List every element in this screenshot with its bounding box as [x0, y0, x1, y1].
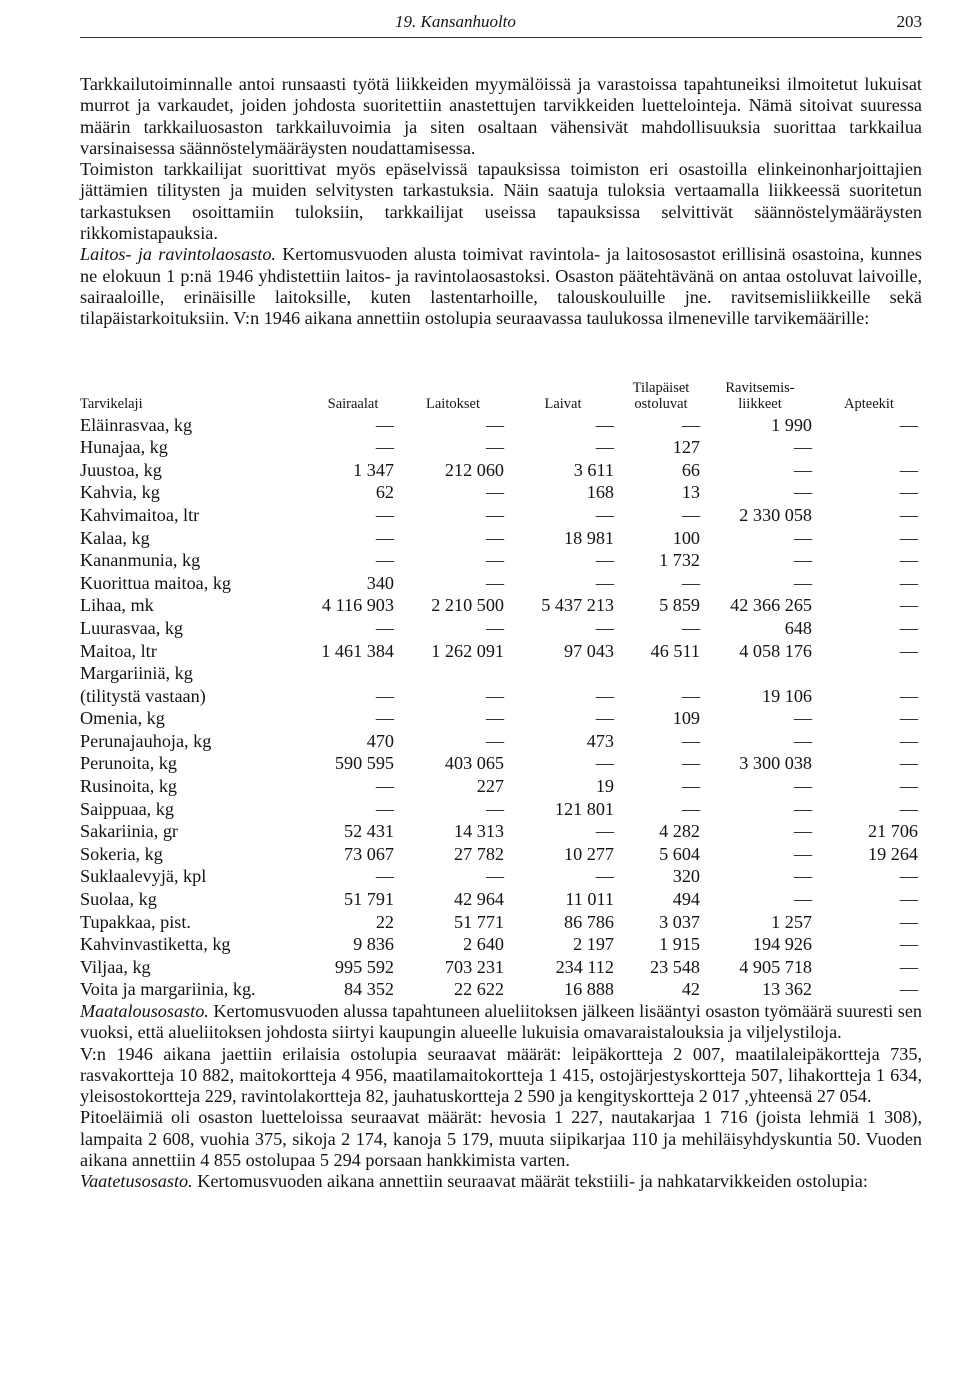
table-header-row [80, 380, 922, 414]
row-label: Kananmunia, kg [80, 550, 201, 571]
table-cell: — [899, 640, 918, 661]
table-cell: 2 197 [573, 934, 614, 955]
column-header: Sairaalat [327, 395, 379, 412]
table-row [80, 572, 922, 595]
table-cell: — [485, 798, 504, 819]
table-cell: — [485, 482, 504, 503]
table-cell: — [595, 708, 614, 729]
row-label: Juustoa, kg [80, 459, 162, 480]
row-label: Perunajauhoja, kg [80, 730, 212, 751]
table-cell: 4 282 [659, 821, 700, 842]
table-cell: 21 706 [867, 821, 918, 842]
table-cell: — [793, 889, 812, 910]
table-cell: 22 622 [453, 979, 504, 1000]
table-cell: — [681, 798, 700, 819]
table-cell: 27 782 [453, 843, 504, 864]
row-label: Kahvimaitoa, ltr [80, 504, 200, 525]
table-cell: 121 801 [554, 798, 614, 819]
table-cell: 66 [681, 459, 700, 480]
table-cell: 473 [586, 730, 614, 751]
table-cell: 13 [681, 482, 700, 503]
table-cell: — [375, 504, 394, 525]
table-cell: — [681, 414, 700, 435]
table-cell: 51 791 [343, 889, 394, 910]
table-cell: — [595, 504, 614, 525]
table-cell: — [899, 708, 918, 729]
table-cell: — [899, 617, 918, 638]
row-label: Kalaa, kg [80, 527, 150, 548]
table-cell: — [793, 798, 812, 819]
table-cell: — [793, 527, 812, 548]
table-cell: — [793, 730, 812, 751]
table-row [80, 933, 922, 956]
table-cell: — [681, 685, 700, 706]
table-cell: — [595, 572, 614, 593]
table-cell: — [595, 753, 614, 774]
table-cell: 234 112 [555, 956, 614, 977]
table-cell: 3 300 038 [739, 753, 812, 774]
paragraph-vaatetus [80, 1171, 922, 1192]
table-cell: 4 116 903 [321, 595, 394, 616]
table-cell: — [899, 776, 918, 797]
table-cell: 10 277 [563, 843, 614, 864]
table-row [80, 662, 922, 685]
table-cell: — [485, 708, 504, 729]
table-cell: 73 067 [343, 843, 394, 864]
table-row [80, 707, 922, 730]
table-cell: 14 313 [453, 821, 504, 842]
table-cell: 97 043 [563, 640, 614, 661]
table-cell: 2 210 500 [431, 595, 504, 616]
row-label: Eläinrasvaa, kg [80, 414, 193, 435]
table-cell: 18 981 [563, 527, 614, 548]
table-cell: 995 592 [334, 956, 394, 977]
table-cell: — [793, 776, 812, 797]
table-cell: 1 262 091 [431, 640, 504, 661]
table-cell: — [899, 798, 918, 819]
table-cell: — [595, 821, 614, 842]
table-cell: 51 771 [453, 911, 504, 932]
table-cell: 212 060 [444, 459, 504, 480]
table-cell: 23 548 [649, 956, 700, 977]
table-cell: 46 511 [650, 640, 700, 661]
table-cell: — [793, 437, 812, 458]
table-cell: — [899, 414, 918, 435]
table-cell: 5 604 [659, 843, 700, 864]
table-cell: — [793, 708, 812, 729]
row-label: Sokeria, kg [80, 843, 163, 864]
table-cell: — [899, 459, 918, 480]
row-label: Rusinoita, kg [80, 776, 178, 797]
table-cell: — [485, 730, 504, 751]
row-label: Suklaalevyjä, kpl [80, 866, 207, 887]
row-label: Sakariinia, gr [80, 821, 178, 842]
table-cell: — [595, 437, 614, 458]
paragraph-laitos [80, 244, 922, 329]
table-row [80, 481, 922, 504]
column-header: Apteekit [844, 395, 894, 412]
table-cell: — [375, 685, 394, 706]
paragraph-maatalous [80, 1001, 922, 1044]
table-cell: 22 [375, 911, 394, 932]
table-cell: — [595, 550, 614, 571]
table-cell: 227 [476, 776, 504, 797]
table-cell: — [595, 685, 614, 706]
row-label: Maitoa, ltr [80, 640, 157, 661]
paragraph-ostoluvat: V:n 1946 aikana jaettiin erilaisia ostolupia seuraavat määrät: leipäkortteja 2 007, maatilaleipäkortteja 735, rasvakortteja 10 882, maitokortteja 4 956, maatilamaitokortteja 1 415, ostojärjestyskortteja 507, lihakortteja 1 634, yleisostokortteja 229, ravintolakortteja 82, jauhatuskortteja 2 590 ja kengityskortteja 2 017 ,yhteensä 27 054. [80, 1043, 922, 1107]
table-cell: — [899, 934, 918, 955]
table-cell: — [375, 414, 394, 435]
table-cell: — [793, 866, 812, 887]
table-row [80, 752, 922, 775]
table-cell: — [793, 459, 812, 480]
table-cell: 494 [672, 889, 700, 910]
column-header: Ravitsemis-liikkeet [725, 379, 795, 412]
table-row [80, 978, 922, 1001]
table-row [80, 888, 922, 911]
row-label: Luurasvaa, kg [80, 617, 184, 638]
table-cell: 127 [672, 437, 700, 458]
table-cell: 470 [366, 730, 394, 751]
row-label: Omenia, kg [80, 708, 165, 729]
table-cell: 1 347 [353, 459, 394, 480]
section-title: 19. Kansanhuolto [395, 12, 516, 31]
paragraph-toimisto: Toimiston tarkkailijat suorittivat myös epäselvissä tapauksissa toimiston eri osastoilla elinkeinonharjoittajien jättämien tilitysten ja muiden selvitysten tarkastuksia. Näin saatuja tuloksia vertaamalla liikkeessä suoritetun tarkastuksen osoittamiin tuloksiin, tarkkailijat useissa tapauksissa selvittivät säännöstelymääräysten rikkomistapauksia. [80, 159, 922, 244]
table-cell: 52 431 [343, 821, 394, 842]
table-cell: — [681, 617, 700, 638]
table-row [80, 640, 922, 663]
table-cell: 42 366 265 [730, 595, 812, 616]
table-cell: 168 [586, 482, 614, 503]
table-cell: — [485, 572, 504, 593]
document-page [80, 10, 922, 1193]
table-cell: 194 926 [752, 934, 812, 955]
table-cell: — [375, 708, 394, 729]
table-cell: — [485, 414, 504, 435]
table-cell: — [595, 414, 614, 435]
row-label: Saippuaa, kg [80, 798, 174, 819]
table-cell: 42 964 [453, 889, 504, 910]
paragraph-tarkkailu: Tarkkailutoiminnalle antoi runsaasti työtä liikkeiden myymälöissä ja varastoissa tapahtuneiksi ilmoitetut lukuisat murrot ja varkaudet, joiden johdosta suoritettiin anastettujen tarvikkeiden luettelointeja. Nämä sitoivat suuressa määrin tarkkailuosaston tarkkailuvoimia ja siten osaltaan vähensivät mahdollisuuksia suorittaa tarkkailua varsinaisessa säännöstelymääräysten noudattamisessa. [80, 74, 922, 158]
table-cell [398, 662, 508, 685]
table-cell: — [375, 437, 394, 458]
table-cell: 403 065 [444, 753, 504, 774]
table-row [80, 730, 922, 753]
table-cell: — [375, 617, 394, 638]
table-cell: — [899, 504, 918, 525]
table-cell: — [899, 911, 918, 932]
table-cell: 16 888 [563, 979, 614, 1000]
table-cell: 62 [375, 482, 394, 503]
table-cell: 1 990 [771, 414, 812, 435]
table-cell: 1 732 [659, 550, 700, 571]
table-cell: — [899, 685, 918, 706]
table-cell: — [595, 617, 614, 638]
table-cell: — [899, 482, 918, 503]
table-cell: 84 352 [343, 979, 394, 1000]
table-row [80, 549, 922, 572]
table-row [80, 775, 922, 798]
table-cell: — [485, 866, 504, 887]
header-rule [80, 37, 922, 38]
table-cell: 19 264 [867, 843, 918, 864]
table-cell: 1 257 [771, 911, 812, 932]
table-row [80, 594, 922, 617]
table-cell: — [793, 843, 812, 864]
row-label: Kuorittua maitoa, kg [80, 572, 232, 593]
table-cell: — [375, 866, 394, 887]
table-row [80, 911, 922, 934]
table-cell: 11 011 [565, 889, 614, 910]
table-cell: 9 836 [353, 934, 394, 955]
table-cell: — [793, 482, 812, 503]
table-cell: — [485, 550, 504, 571]
column-header: Laivat [544, 395, 582, 412]
table-cell: 13 362 [761, 979, 812, 1000]
table-cell: — [485, 504, 504, 525]
table-cell: — [375, 527, 394, 548]
table-cell [816, 662, 922, 685]
table-cell: — [681, 730, 700, 751]
table-cell [618, 662, 704, 685]
table-cell: — [899, 889, 918, 910]
table-cell: 320 [672, 866, 700, 887]
table-cell: — [485, 437, 504, 458]
table-row [80, 798, 922, 821]
column-header: Laitokset [426, 395, 480, 412]
table-cell: — [375, 776, 394, 797]
row-label: Voita ja margariinia, kg. [80, 979, 256, 1000]
supplies-table [80, 380, 922, 1001]
row-label: Perunoita, kg [80, 753, 177, 774]
row-label: Tupakkaa, pist. [80, 911, 191, 932]
table-cell: — [899, 550, 918, 571]
row-label: Suolaa, kg [80, 889, 157, 910]
table-cell: 4 905 718 [739, 956, 812, 977]
table-cell: 1 461 384 [321, 640, 394, 661]
table-cell: — [793, 572, 812, 593]
table-cell: 1 915 [659, 934, 700, 955]
table-cell: — [793, 821, 812, 842]
table-cell: 100 [672, 527, 700, 548]
table-row [80, 414, 922, 437]
table-cell: 42 [681, 979, 700, 1000]
table-cell: 3 037 [659, 911, 700, 932]
table-cell: 19 106 [761, 685, 812, 706]
table-cell [816, 436, 922, 459]
table-cell: — [681, 753, 700, 774]
table-cell: 86 786 [563, 911, 614, 932]
paragraph-pitoelaimet: Pitoeläimiä oli osaston luetteloissa seuraavat määrät: hevosia 1 227, nautakarjaa 1 716 (joista lehmiä 1 308), lampaita 2 608, vuohia 375, sikoja 2 174, kanoja 5 179, muuta siipikarjaa 110 ja mehiläisyhdyskuntia 50. Vuoden aikana annettiin 4 855 ostolupaa 5 294 porsaan hankkimista varten. [80, 1107, 922, 1171]
page-number: 203 [896, 12, 922, 31]
table-cell: — [899, 527, 918, 548]
table-cell: 3 611 [573, 459, 614, 480]
table-cell: — [899, 572, 918, 593]
table-cell: 648 [784, 617, 812, 638]
table-cell: — [899, 866, 918, 887]
table-cell: — [681, 572, 700, 593]
table-cell: 340 [366, 572, 394, 593]
table-cell: 590 595 [334, 753, 394, 774]
paragraph-heading: Vaatetusosasto. [80, 1171, 193, 1192]
table-cell [308, 662, 398, 685]
table-row [80, 504, 922, 527]
table-cell: 19 [595, 776, 614, 797]
column-header: Tilapäiset ostoluvat [632, 379, 690, 412]
table-row [80, 865, 922, 888]
table-cell [508, 662, 618, 685]
table-cell: — [485, 617, 504, 638]
paragraph-text: Kertomusvuoden alusta toimivat ravintola- ja laitososastot erillisinä osastoina, kunnes ne elokuun 1 p:nä 1946 yhdistettiin laitos- ja ravintolaosastoksi. Osaston päätehtävänä on antaa ostoluvat laivoille, sairaaloille, erinäisille laitoksille, kuten lastentarhoille, talouskouluille jne. ravitsemisliikkeille sekä tilapäistarkoituksiin. V:n 1946 aikana annettiin ostolupia seuraavassa taulukossa ilmeneville tarvikemäärille: [80, 244, 922, 329]
table-cell: 5 437 213 [541, 595, 614, 616]
table-row [80, 956, 922, 979]
row-label: (tilitystä vastaan) [80, 685, 206, 706]
table-row [80, 820, 922, 843]
table-cell: — [899, 595, 918, 616]
table-cell: — [375, 798, 394, 819]
table-body [80, 414, 922, 1001]
table-row [80, 527, 922, 550]
row-label: Margariiniä, kg [80, 663, 193, 684]
row-label: Kahvia, kg [80, 482, 160, 503]
table-cell [704, 662, 816, 685]
paragraph-text: Kertomusvuoden alussa tapahtuneen alueliitoksen jälkeen lisääntyi osaston työmäärä suuresti sen vuoksi, että alueliitoksen johdosta siirtyi kaupungin alueelle lukuisia omavaraistalouksia ja viljelystiloja. [80, 1001, 923, 1043]
row-label: Kahvinvastiketta, kg [80, 934, 231, 955]
table-cell: 109 [672, 708, 700, 729]
paragraph-text: Kertomusvuoden aikana annettiin seuraavat määrät tekstiili- ja nahkatarvikkeiden ostolupia: [192, 1171, 868, 1192]
row-label: Hunajaa, kg [80, 437, 168, 458]
table-cell: — [899, 753, 918, 774]
row-label: Lihaa, mk [80, 595, 154, 616]
table-row [80, 459, 922, 482]
table-row [80, 617, 922, 640]
table-cell: 5 859 [659, 595, 700, 616]
paragraph-heading: Maatalousosasto. [80, 1001, 209, 1021]
table-cell: 2 640 [463, 934, 504, 955]
table-row [80, 436, 922, 459]
running-header [80, 10, 922, 36]
row-label: Viljaa, kg [80, 956, 151, 977]
table-cell: — [793, 550, 812, 571]
table-cell: 703 231 [444, 956, 504, 977]
table-cell: 4 058 176 [739, 640, 812, 661]
table-cell: — [899, 730, 918, 751]
table-cell: — [681, 504, 700, 525]
column-header: Tarvikelaji [80, 395, 143, 412]
table-row [80, 843, 922, 866]
table-row [80, 685, 922, 708]
paragraph-heading: Laitos- ja ravintolaosasto. [80, 244, 276, 265]
table-cell: — [595, 866, 614, 887]
table-cell: — [899, 979, 918, 1000]
table-cell: — [681, 776, 700, 797]
table-cell: — [485, 527, 504, 548]
table-cell: 2 330 058 [739, 504, 812, 525]
table-cell: — [899, 956, 918, 977]
table-cell: — [485, 685, 504, 706]
table-cell: — [375, 550, 394, 571]
